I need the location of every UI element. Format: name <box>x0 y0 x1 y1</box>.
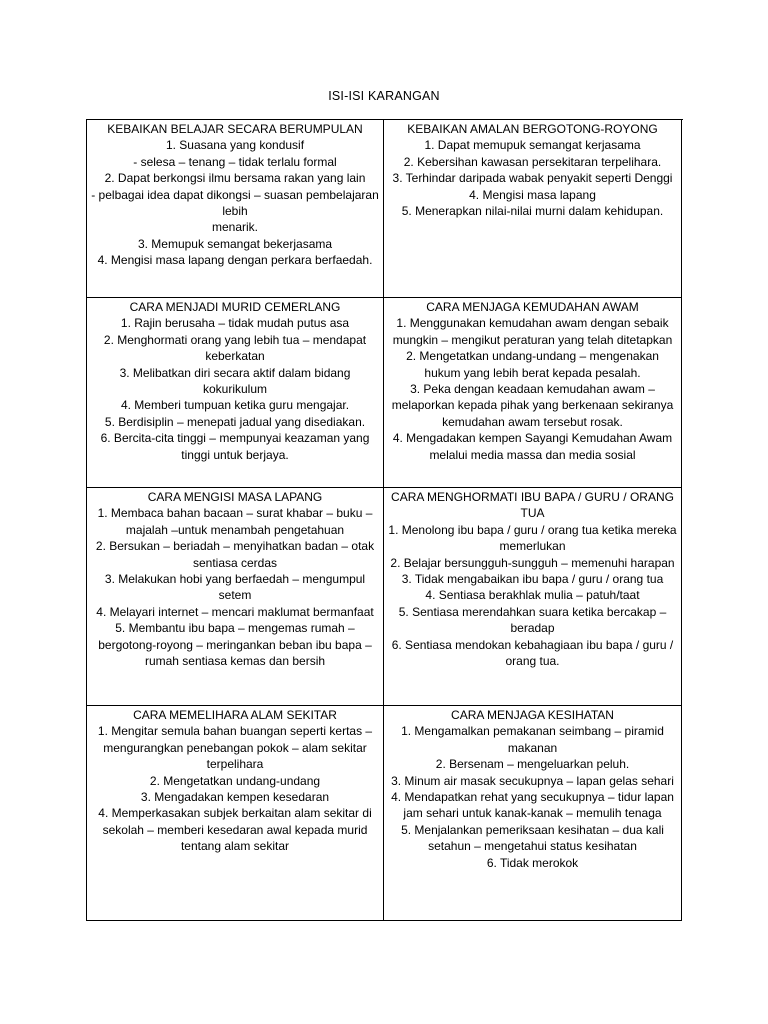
cell-heading: KEBAIKAN BELAJAR SECARA BERUMPULAN <box>107 122 363 136</box>
table-cell <box>384 488 682 706</box>
table-cell <box>384 706 682 921</box>
list-item: 4. Melayari internet – mencari maklumat bermanfaat <box>96 604 374 619</box>
list-item: 5. Menerapkan nilai-nilai murni dalam kehidupan. <box>401 204 664 219</box>
cell-heading: CARA MENJADI MURID CEMERLANG <box>129 300 341 314</box>
list-item: 4. Memberi tumpuan ketika guru mengajar. <box>120 398 350 413</box>
list-item: - pelbagai idea dapat dikongsi – suasan pembelajaran lebih <box>91 187 379 219</box>
list-item: 1. Rajin berusaha – tidak mudah putus asa <box>120 316 350 331</box>
list-item: 3. Peka dengan keadaan kemudahan awam – melaporkan kepada pihak yang berkenaan sekiranya kemudahan awam tersebut rosak. <box>391 382 674 429</box>
table-cell <box>87 120 384 298</box>
table-cell <box>87 298 384 488</box>
list-item: 1. Mengitar semula bahan buangan seperti kertas – mengurangkan penebangan pokok – alam sekitar terpelihara <box>97 724 373 772</box>
list-item: 3. Terhindar daripada wabak penyakit seperti Denggi <box>392 171 673 186</box>
list-item: 3. Tidak mengabaikan ibu bapa / guru / orang tua <box>401 572 664 587</box>
list-item: 5. Menjalankan pemeriksaan kesihatan – dua kali setahun – mengetahui status kesihatan <box>401 822 664 854</box>
list-item: 1. Menggunakan kemudahan awam dengan sebaik mungkin – mengikut peraturan yang telah ditetapkan <box>392 316 673 347</box>
list-item: 2. Belajar bersungguh-sungguh – memenuhi harapan <box>390 555 675 570</box>
list-item: 6. Tidak merokok <box>486 855 579 870</box>
cell-heading: CARA MENJAGA KEMUDAHAN AWAM <box>426 300 639 314</box>
table-cell <box>87 706 384 921</box>
list-item: 2. Menghormati orang yang lebih tua – mendapat keberkatan <box>103 332 367 364</box>
cell-heading: CARA MENJAGA KESIHATAN <box>451 708 614 722</box>
list-item: 3. Mengadakan kempen kesedaran <box>140 790 330 805</box>
list-item: 2. Bersukan – beriadah – menyihatkan badan – otak sentiasa cerdas <box>95 539 375 570</box>
table-cell <box>384 298 682 488</box>
list-item: 1. Membaca bahan bacaan – surat khabar – buku – majalah –untuk menambah pengetahuan <box>97 506 373 537</box>
list-item: 6. Sentiasa mendokan kebahagiaan ibu bapa / guru / orang tua. <box>391 637 674 669</box>
list-item: 4. Memperkasakan subjek berkaitan alam sekitar di sekolah – memberi kesedaran awal kepada murid tentang alam sekitar <box>98 806 372 854</box>
cell-heading: CARA MENGHORMATI IBU BAPA / GURU / ORANG TUA <box>391 490 674 521</box>
table-cell <box>384 120 682 298</box>
list-item: 3. Minum air masak secukupnya – lapan gelas sehari <box>391 773 674 788</box>
list-item: 4. Mengadakan kempen Sayangi Kemudahan Awam melalui media massa dan media sosial <box>392 431 673 462</box>
list-item: 4. Mengisi masa lapang <box>469 187 596 202</box>
list-item: 1. Dapat memupuk semangat kerjasama <box>424 138 641 153</box>
list-item: 4. Mendapatkan rehat yang secukupnya – tidur lapan jam sehari untuk kanak-kanak – memulih tenaga <box>391 790 674 821</box>
list-item: 2. Dapat berkongsi ilmu bersama rakan yang lain <box>104 171 366 186</box>
list-item: 1. Suasana yang kondusif <box>165 138 305 153</box>
list-item: 2. Mengetatkan undang-undang <box>149 773 321 788</box>
list-item: 4. Mengisi masa lapang dengan perkara berfaedah. <box>97 253 373 268</box>
list-item: 2. Bersenam – mengeluarkan peluh. <box>435 757 630 772</box>
list-item: 5. Membantu ibu bapa – mengemas rumah – bergotong-royong – meringankan beban ibu bapa – rumah sentiasa kemas dan bersih <box>98 621 372 669</box>
list-item: 5. Sentiasa merendahkan suara ketika bercakap – beradap <box>398 604 667 636</box>
list-item: 5. Berdisiplin – menepati jadual yang disediakan. <box>104 414 366 429</box>
list-item: 3. Melibatkan diri secara aktif dalam bidang kokurikulum <box>119 365 351 397</box>
list-item: 3. Melakukan hobi yang berfaedah – mengumpul setem <box>104 572 366 603</box>
list-item: - selesa – tenang – tidak terlalu formal <box>133 154 337 169</box>
list-item: 1. Mengamalkan pemakanan seimbang – piramid makanan <box>401 724 664 755</box>
list-item: 1. Menolong ibu bapa / guru / orang tua ketika mereka memerlukan <box>388 522 677 554</box>
list-item: 4. Sentiasa berakhlak mulia – patuh/taat <box>425 588 640 603</box>
list-item: 6. Bercita-cita tinggi – mempunyai keazaman yang tinggi untuk berjaya. <box>100 431 370 462</box>
list-item: 2. Kebersihan kawasan persekitaran terpelihara. <box>403 154 662 169</box>
content-table <box>86 119 683 921</box>
document-title: ISI-ISI KARANGAN <box>328 89 440 103</box>
list-item: 2. Mengetatkan undang-undang – mengenakan hukum yang lebih berat kepada pesalah. <box>406 349 659 380</box>
cell-heading: CARA MEMELIHARA ALAM SEKITAR <box>133 708 337 722</box>
cell-heading: CARA MENGISI MASA LAPANG <box>147 490 323 504</box>
cell-heading: KEBAIKAN AMALAN BERGOTONG-ROYONG <box>407 122 658 136</box>
table-cell <box>87 488 384 706</box>
list-item: 3. Memupuk semangat bekerjasama <box>137 236 333 251</box>
list-item: menarik. <box>211 220 258 235</box>
